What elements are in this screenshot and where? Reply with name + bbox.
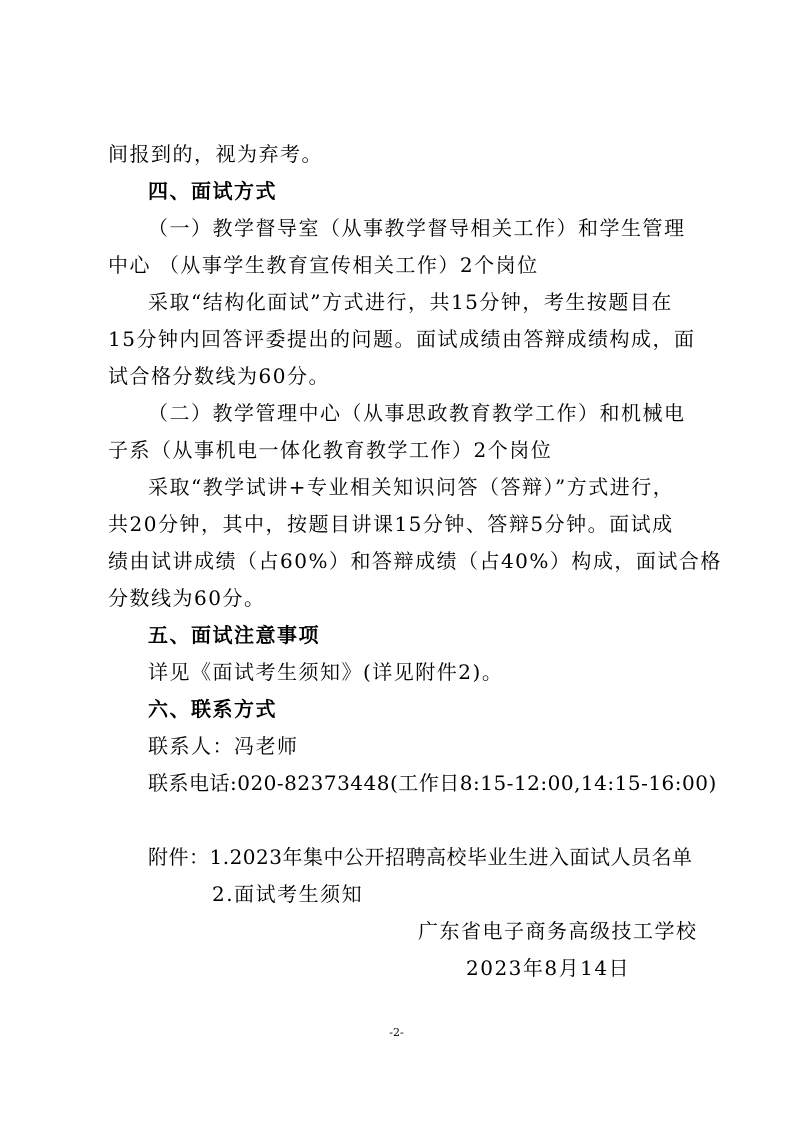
contact-phone: 联系电话:020-82373448(工作日8:15-12:00,14:15-16:00) <box>148 771 717 795</box>
attachment-1: 附件：1.2023年集中公开招聘高校毕业生进入面试人员名单 <box>148 845 693 869</box>
section1-body-line1: 采取“结构化面试”方式进行，共15分钟，考生按题目在 <box>148 290 673 314</box>
continued-paragraph: 间报到的，视为弃考。 <box>108 142 323 166</box>
section2-body-line2: 共20分钟，其中，按题目讲课15分钟、答辩5分钟。面试成 <box>108 512 674 536</box>
page-number: -2- <box>389 1026 404 1039</box>
notes-paragraph: 详见《面试考生须知》(详见附件2)。 <box>148 660 504 684</box>
attachment-2: 2.面试考生须知 <box>212 882 364 906</box>
issuing-organization: 广东省电子商务高级技工学校 <box>418 919 698 943</box>
section2-title-line1: （二）教学管理中心（从事思政教育教学工作）和机械电 <box>148 401 686 425</box>
section2-title-line2: 子系（从事机电一体化教育教学工作）2个岗位 <box>108 438 553 462</box>
heading-notes: 五、面试注意事项 <box>148 623 320 647</box>
section1-body-line3: 试合格分数线为60分。 <box>108 364 330 388</box>
section2-body-line1: 采取“教学试讲+专业相关知识问答（答辩）”方式进行， <box>148 475 675 499</box>
contact-person: 联系人：冯老师 <box>148 734 299 758</box>
section2-body-line4: 分数线为60分。 <box>108 586 266 610</box>
section2-body-line3: 绩由试讲成绩（占60%）和答辩成绩（占40%）构成，面试合格 <box>108 549 722 573</box>
section1-title-line1: （一）教学督导室（从事教学督导相关工作）和学生管理 <box>148 216 686 240</box>
heading-interview-method: 四、面试方式 <box>148 179 277 203</box>
section1-title-line2: 中心 （从事学生教育宣传相关工作）2个岗位 <box>108 253 539 277</box>
issue-date: 2023年8月14日 <box>466 956 631 980</box>
heading-contact: 六、联系方式 <box>148 697 277 721</box>
section1-body-line2: 15分钟内回答评委提出的问题。面试成绩由答辩成绩构成，面 <box>108 327 696 351</box>
